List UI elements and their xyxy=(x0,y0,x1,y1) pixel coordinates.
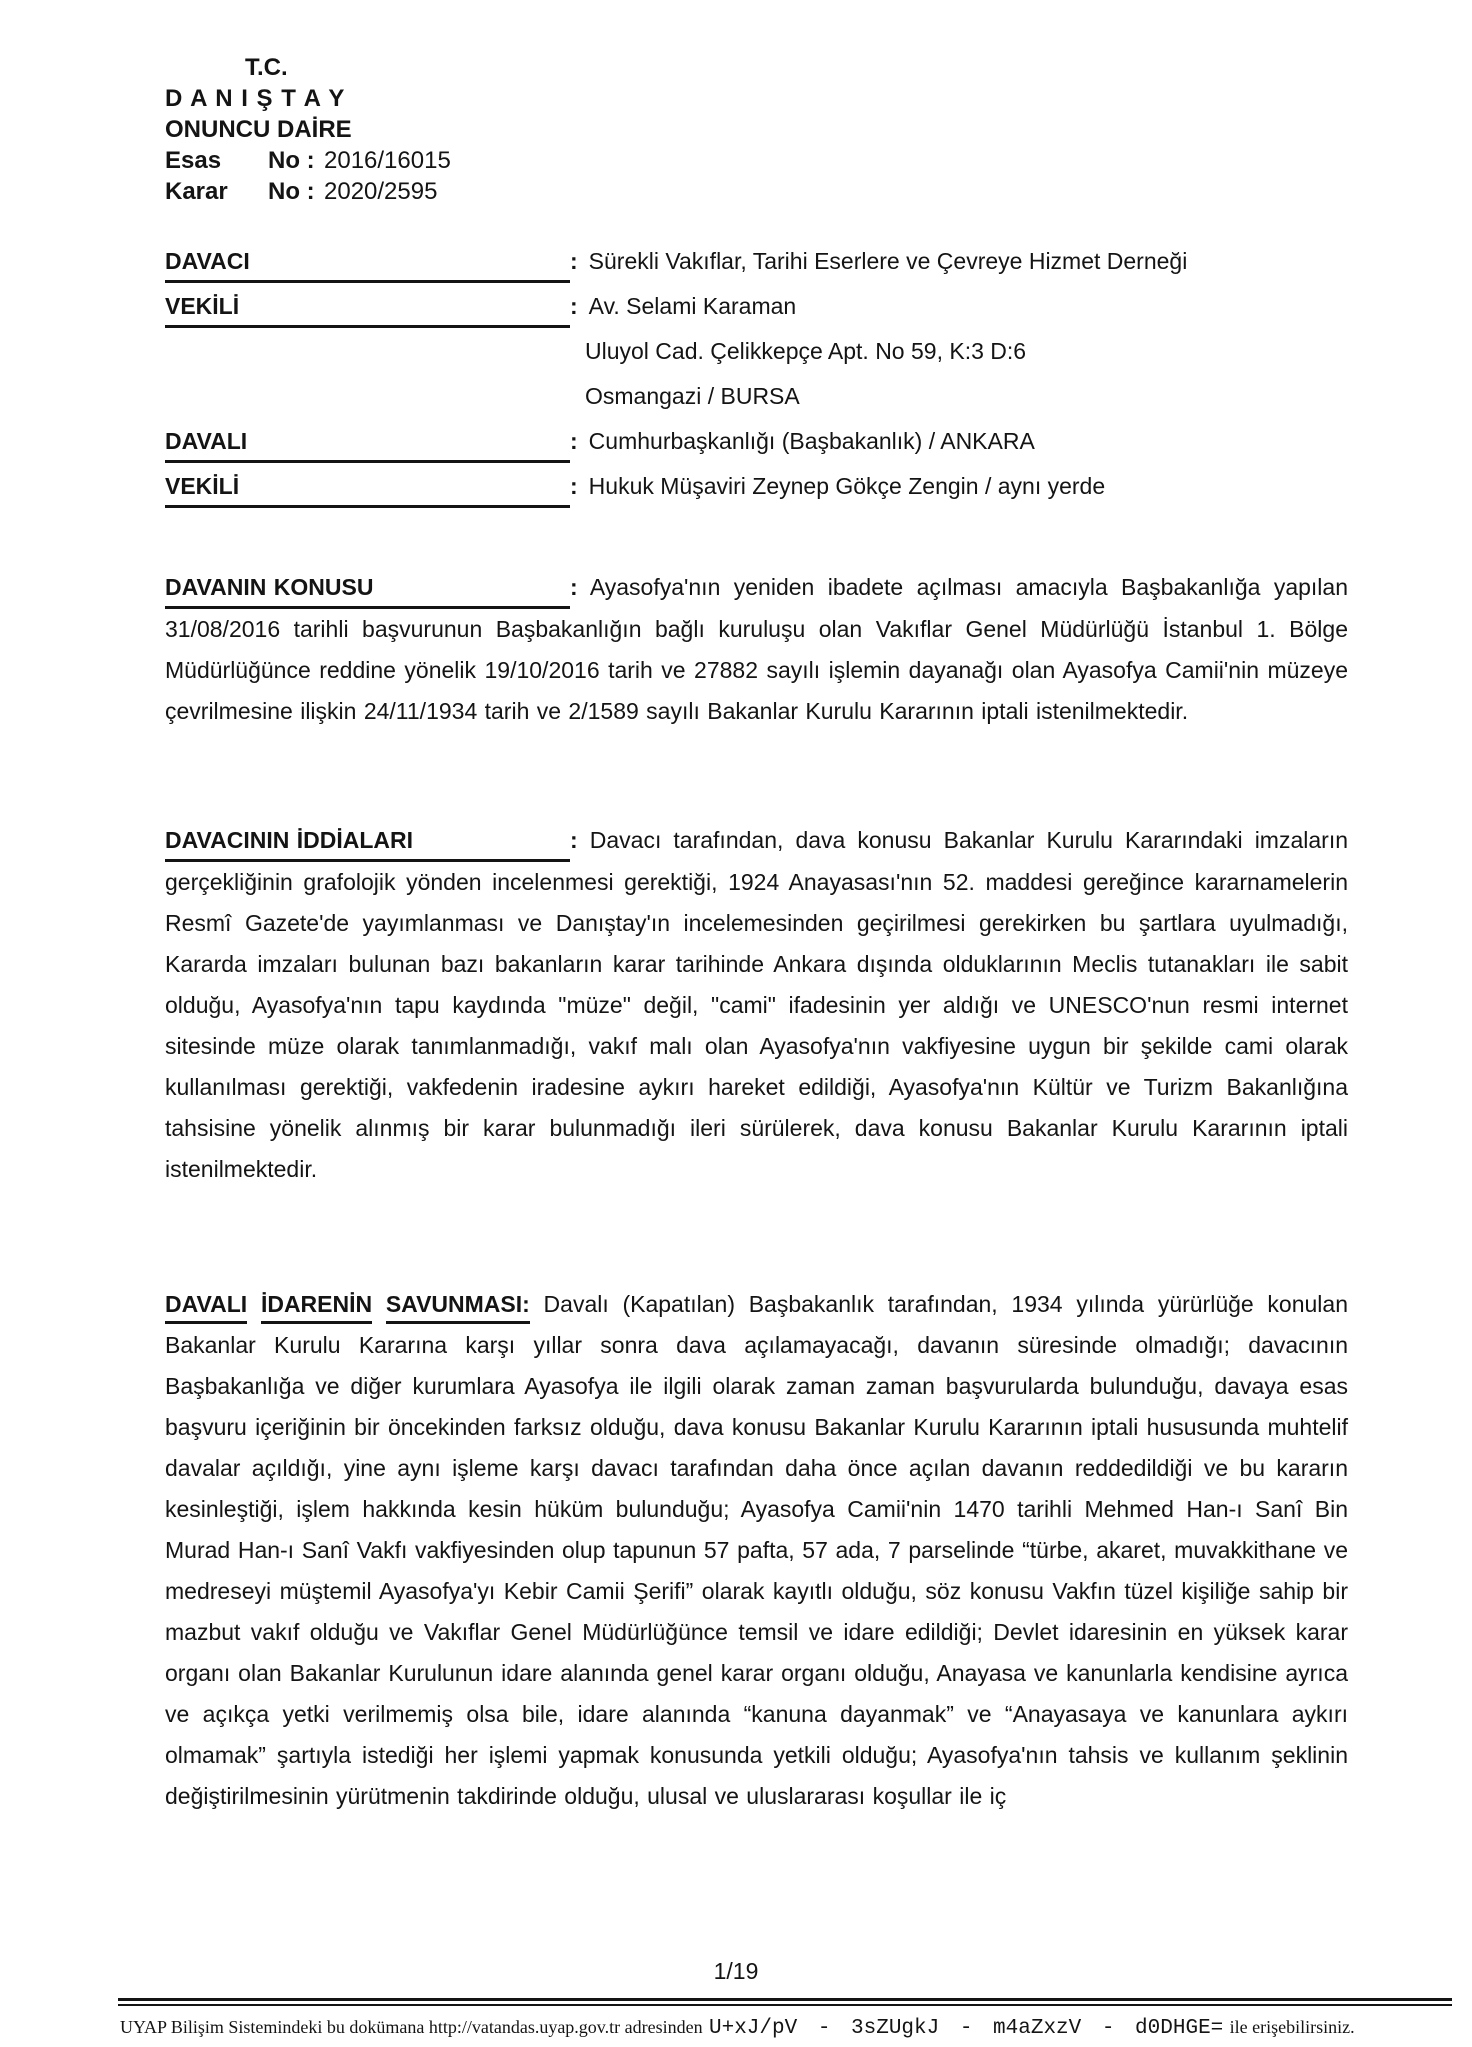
karar-no-label: No : xyxy=(268,178,315,205)
konu-colon: : xyxy=(570,574,578,600)
savunma-label-word-1: DAVALI xyxy=(165,1291,247,1324)
iddialar-section xyxy=(165,820,1348,1190)
footer-note-suffix: ile erişebilirsiniz. xyxy=(1229,2017,1355,2037)
esas-label: Esas xyxy=(165,147,222,174)
savunma-label-word-3: SAVUNMASI: xyxy=(386,1291,530,1324)
iddialar-colon: : xyxy=(570,827,578,853)
davaci-value: Sürekli Vakıflar, Tarihi Eserlere ve Çevreye Hizmet Derneği xyxy=(588,248,1188,274)
davali-value: Cumhurbaşkanlığı (Başbakanlık) / ANKARA xyxy=(588,428,1035,454)
court-header xyxy=(165,52,451,207)
vekili-value-2: Hukuk Müşaviri Zeynep Gökçe Zengin / aynı yerde xyxy=(588,473,1106,499)
parties-section xyxy=(165,248,1348,518)
footer-note xyxy=(120,2012,1460,2040)
tc-line: T.C. xyxy=(245,54,288,81)
davaci-label: DAVACI xyxy=(165,248,570,283)
vekili-value-1: Av. Selami Karaman xyxy=(588,293,797,319)
davali-label: DAVALI xyxy=(165,428,570,463)
esas-no-row xyxy=(165,145,451,176)
karar-no-value: 2020/2595 xyxy=(324,178,438,205)
savunma-label-word-2: İDARENİN xyxy=(261,1291,372,1324)
iddialar-text: Davacı tarafından, dava konusu Bakanlar Kurulu Kararındaki imzaların gerçekliğinin grafolojik yönden incelenmesi gerektiği, 1924 Anayasası'nın 52. maddesi gereğince kararnamelerin Resmî Gazete'de yayımlanması ve Danıştay'ın incelemesinden geçirilmesi gerekirken bu şartlara uyulmadığı, Kararda imzaları bulunan bazı bakanların karar tarihinde Ankara dışında olduklarının Meclis tutanakları ile sabit olduğu, Ayasofya'nın tapu kaydında "müze" değil, "cami" ifadesinin yer aldığı ve UNESCO'nun resmi internet sitesinde müze olarak tanımlanmadığı, vakıf malı olan Ayasofya'nın vakfiyesine uygun bir şekilde cami olarak kullanılması gerektiği, vakfedenin iradesine aykırı hareket edildiği, Ayasofya'nın Kültür ve Turizm Bakanlığına tahsisine yönelik alınmış bir karar bulunmadığı ileri sürülerek, dava konusu Bakanlar Kurulu Kararının iptali istenilmektedir. xyxy=(165,827,1348,1182)
esas-no-label: No : xyxy=(268,147,315,174)
savunma-text: Davalı (Kapatılan) Başbakanlık tarafından, 1934 yılında yürürlüğe konulan Bakanlar Kurulu Kararına karşı yıllar sonra dava açılamayacağı, davanın süresinde olmadığı; davacının Başbakanlığa ve diğer kurumlara Ayasofya ile ilgili olarak zaman zaman başvurularda bulunduğu, davaya esas başvuru içeriğinin bir öncekinden farksız olduğu, dava konusu Bakanlar Kurulu Kararının iptali hususunda muhtelif davalar açıldığı, yine aynı işleme karşı davacı tarafından daha önce açılan davanın reddedildiği ve bu kararın kesinleştiği, işlem hakkında kesin hüküm bulunduğu; Ayasofya Camii'nin 1470 tarihli Mehmed Han-ı Sanî Bin Murad Han-ı Sanî Vakfı vakfiyesinden olup tapunun 57 pafta, 57 ada, 7 parselinde “türbe, akaret, muvakkithane ve medreseyi müştemil Ayasofya'yı Kebir Camii Şerifi” olarak kayıtlı olduğu, söz konusu Vakfın tüzel kişiliğe sahip bir mazbut vakıf olduğu ve Vakıflar Genel Müdürlüğünce temsil ve idare edildiği; Devlet idaresinin en yüksek karar organı olan Bakanlar Kurulunun idare alanında genel karar organı olduğu, Anayasa ve kanunlarla kendisine ayrıca ve açıkça yetki verilmemiş olsa bile, idare alanında “kanuna dayanmak” ve “Anayasaya ve kanunlara aykırı olmamak” şartıyla istediği her işlemi yapmak konusunda yetkili olduğu; Ayasofya'nın tahsis ve kullanım şeklinin değiştirilmesinin yürütmenin takdirinde olduğu, ulusal ve uluslararası koşullar ile iç xyxy=(165,1291,1349,1809)
court-name: D A N I Ş T A Y xyxy=(165,85,346,112)
page-number: 1/19 xyxy=(713,1958,759,1984)
konu-label: DAVANIN KONUSU xyxy=(165,574,570,609)
esas-no-value: 2016/16015 xyxy=(324,147,451,174)
konu-text: Ayasofya'nın yeniden ibadete açılması amacıyla Başbakanlığa yapılan 31/08/2016 tarihli başvurunun Başbakanlığın bağlı kuruluşu olan Vakıflar Genel Müdürlüğü İstanbul 1. Bölge Müdürlüğünce reddine yönelik 19/10/2016 tarih ve 27882 sayılı işlemin dayanağı olan Ayasofya Camii'nin müzeye çevrilmesine ilişkin 24/11/1934 tarih ve 2/1589 sayılı Bakanlar Kurulu Kararının iptali istenilmektedir. xyxy=(165,574,1348,724)
karar-no-row xyxy=(165,176,451,207)
vekili-address-line-2: Osmangazi / BURSA xyxy=(585,383,800,409)
vekili-colon-2: : xyxy=(570,473,578,499)
footer-note-prefix: UYAP Bilişim Sistemindeki bu dokümana http://vatandas.uyap.gov.tr adresinden xyxy=(120,2017,703,2037)
vekili-colon-1: : xyxy=(570,293,578,319)
vekili-label-2: VEKİLİ xyxy=(165,473,570,508)
davali-colon: : xyxy=(570,428,578,454)
savunma-section xyxy=(165,1284,1348,1817)
vekili-address-line-1: Uluyol Cad. Çelikkepçe Apt. No 59, K:3 D:6 xyxy=(585,338,1027,364)
vekili-row-1 xyxy=(165,293,1348,328)
karar-label: Karar xyxy=(165,178,228,205)
iddialar-label: DAVACININ İDDİALARI xyxy=(165,827,570,862)
footer-access-code: U+xJ/pV - 3sZUgkJ - m4aZxzV - d0DHGE= xyxy=(709,2017,1224,2040)
chamber-name: ONUNCU DAİRE xyxy=(165,116,352,143)
vekili-row-2 xyxy=(165,473,1348,508)
davaci-row xyxy=(165,248,1348,283)
footer-divider xyxy=(118,1998,1452,2006)
davaci-colon: : xyxy=(570,248,578,274)
vekili-label-1: VEKİLİ xyxy=(165,293,570,328)
konu-section xyxy=(165,567,1348,732)
davali-row xyxy=(165,428,1348,463)
